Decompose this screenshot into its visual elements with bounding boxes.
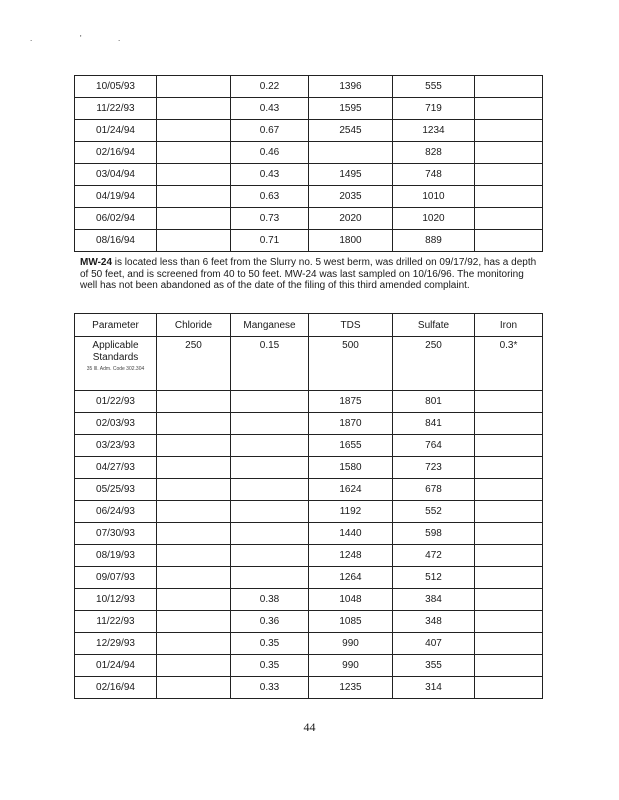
- sample-date: 08/16/94: [75, 230, 157, 252]
- measurement-cell: [157, 391, 231, 413]
- measurement-cell: [157, 633, 231, 655]
- measurement-cell: [475, 164, 543, 186]
- standard-value: 250: [157, 337, 231, 391]
- measurement-cell: 2035: [309, 186, 393, 208]
- standards-label: Applicable Standards: [92, 340, 139, 363]
- sample-date: 11/22/93: [75, 98, 157, 120]
- measurement-cell: 678: [393, 479, 475, 501]
- measurement-cell: 1495: [309, 164, 393, 186]
- measurement-cell: 355: [393, 655, 475, 677]
- measurement-cell: 0.73: [231, 208, 309, 230]
- measurement-cell: 2020: [309, 208, 393, 230]
- measurement-cell: [157, 413, 231, 435]
- measurement-cell: [475, 479, 543, 501]
- measurement-cell: 0.33: [231, 677, 309, 699]
- measurement-cell: 1440: [309, 523, 393, 545]
- measurement-cell: [231, 391, 309, 413]
- sample-date: 03/23/93: [75, 435, 157, 457]
- measurement-cell: [157, 98, 231, 120]
- col-header: Sulfate: [393, 314, 475, 337]
- well-id: MW-24: [80, 257, 113, 268]
- table-row: [75, 142, 543, 164]
- sample-date: 02/16/94: [75, 142, 157, 164]
- measurement-cell: 1264: [309, 567, 393, 589]
- scan-mark: .: [30, 34, 33, 43]
- measurement-cell: [475, 208, 543, 230]
- measurement-cell: 512: [393, 567, 475, 589]
- measurement-cell: [475, 589, 543, 611]
- measurement-cell: [475, 186, 543, 208]
- col-header: TDS: [309, 314, 393, 337]
- measurement-cell: [475, 567, 543, 589]
- measurement-cell: [231, 413, 309, 435]
- sample-date: 09/07/93: [75, 567, 157, 589]
- measurement-cell: 407: [393, 633, 475, 655]
- measurement-cell: 1595: [309, 98, 393, 120]
- sample-date: 07/30/93: [75, 523, 157, 545]
- measurement-cell: [157, 479, 231, 501]
- measurement-cell: 348: [393, 611, 475, 633]
- mw24-sampling-table: [74, 313, 543, 699]
- measurement-cell: 1010: [393, 186, 475, 208]
- measurement-cell: 1234: [393, 120, 475, 142]
- table-row: [75, 457, 543, 479]
- header-row: [75, 314, 543, 337]
- measurement-cell: 841: [393, 413, 475, 435]
- table-row: [75, 523, 543, 545]
- measurement-cell: 384: [393, 589, 475, 611]
- measurement-cell: [157, 501, 231, 523]
- measurement-cell: 0.67: [231, 120, 309, 142]
- sampling-table-continued: [74, 75, 543, 252]
- measurement-cell: [157, 120, 231, 142]
- standard-value: 250: [393, 337, 475, 391]
- measurement-cell: 0.63: [231, 186, 309, 208]
- measurement-cell: 748: [393, 164, 475, 186]
- sample-date: 12/29/93: [75, 633, 157, 655]
- measurement-cell: 314: [393, 677, 475, 699]
- measurement-cell: [475, 633, 543, 655]
- sample-date: 01/24/94: [75, 655, 157, 677]
- standards-label-cell: [75, 337, 157, 391]
- sample-date: 04/19/94: [75, 186, 157, 208]
- measurement-cell: 1192: [309, 501, 393, 523]
- measurement-cell: [475, 611, 543, 633]
- measurement-cell: 0.43: [231, 164, 309, 186]
- measurement-cell: [157, 567, 231, 589]
- measurement-cell: [157, 611, 231, 633]
- col-header: Parameter: [75, 314, 157, 337]
- measurement-cell: 552: [393, 501, 475, 523]
- measurement-cell: 801: [393, 391, 475, 413]
- table-row: [75, 677, 543, 699]
- col-header: Iron: [475, 314, 543, 337]
- measurement-cell: [157, 142, 231, 164]
- table-row: [75, 186, 543, 208]
- measurement-cell: 0.35: [231, 655, 309, 677]
- measurement-cell: [475, 501, 543, 523]
- sample-date: 11/22/93: [75, 611, 157, 633]
- mw24-description: [80, 257, 542, 292]
- measurement-cell: [157, 208, 231, 230]
- measurement-cell: [231, 457, 309, 479]
- measurement-cell: 1235: [309, 677, 393, 699]
- measurement-cell: [231, 479, 309, 501]
- measurement-cell: [231, 435, 309, 457]
- measurement-cell: 764: [393, 435, 475, 457]
- table-row: [75, 391, 543, 413]
- table-row: [75, 164, 543, 186]
- measurement-cell: [231, 501, 309, 523]
- measurement-cell: 990: [309, 633, 393, 655]
- sample-date: 10/05/93: [75, 76, 157, 98]
- sample-date: 10/12/93: [75, 589, 157, 611]
- measurement-cell: [157, 545, 231, 567]
- standards-row: [75, 337, 543, 391]
- table-row: [75, 655, 543, 677]
- table-row: [75, 208, 543, 230]
- measurement-cell: 1248: [309, 545, 393, 567]
- table-row: [75, 633, 543, 655]
- table-row: [75, 76, 543, 98]
- table-row: [75, 479, 543, 501]
- measurement-cell: [157, 457, 231, 479]
- measurement-cell: [475, 523, 543, 545]
- measurement-cell: [475, 677, 543, 699]
- sample-date: 05/25/93: [75, 479, 157, 501]
- measurement-cell: [475, 391, 543, 413]
- sample-date: 03/04/94: [75, 164, 157, 186]
- measurement-cell: 0.22: [231, 76, 309, 98]
- sample-date: 06/24/93: [75, 501, 157, 523]
- measurement-cell: [157, 655, 231, 677]
- measurement-cell: [157, 523, 231, 545]
- measurement-cell: [475, 142, 543, 164]
- description-text: is located less than 6 feet from the Slurry no. 5 west berm, was drilled on 09/17/92, has a depth of 50 feet, and is screened from 40 to 50 feet. MW-24 was last sampled on 10/16/96. The monitoring well has not been abandoned as of the date of the filing of this third amended complaint.: [80, 257, 537, 291]
- measurement-cell: 1085: [309, 611, 393, 633]
- measurement-cell: [475, 413, 543, 435]
- measurement-cell: 0.36: [231, 611, 309, 633]
- sample-date: 01/22/93: [75, 391, 157, 413]
- col-header: Chloride: [157, 314, 231, 337]
- measurement-cell: [475, 230, 543, 252]
- measurement-cell: [475, 545, 543, 567]
- standard-value: 0.15: [231, 337, 309, 391]
- scan-mark: ': [80, 34, 82, 43]
- standard-value: 500: [309, 337, 393, 391]
- measurement-cell: [475, 435, 543, 457]
- measurement-cell: [157, 230, 231, 252]
- measurement-cell: [157, 186, 231, 208]
- table-row: [75, 567, 543, 589]
- measurement-cell: 1800: [309, 230, 393, 252]
- measurement-cell: [475, 76, 543, 98]
- measurement-cell: [157, 677, 231, 699]
- scan-mark: .: [118, 34, 121, 43]
- measurement-cell: [157, 589, 231, 611]
- measurement-cell: 719: [393, 98, 475, 120]
- measurement-cell: [231, 567, 309, 589]
- table-row: [75, 611, 543, 633]
- sample-date: 08/19/93: [75, 545, 157, 567]
- table-row: [75, 413, 543, 435]
- table-row: [75, 435, 543, 457]
- standards-citation: 35 Ill. Adm. Code 302.304: [86, 366, 145, 372]
- sample-date: 01/24/94: [75, 120, 157, 142]
- table-row: [75, 98, 543, 120]
- measurement-cell: [475, 655, 543, 677]
- table-row: [75, 120, 543, 142]
- measurement-cell: 1655: [309, 435, 393, 457]
- standard-value: 0.3*: [475, 337, 543, 391]
- measurement-cell: [157, 164, 231, 186]
- measurement-cell: 889: [393, 230, 475, 252]
- measurement-cell: [475, 457, 543, 479]
- measurement-cell: 0.35: [231, 633, 309, 655]
- measurement-cell: [309, 142, 393, 164]
- measurement-cell: [475, 120, 543, 142]
- measurement-cell: 1875: [309, 391, 393, 413]
- measurement-cell: 1624: [309, 479, 393, 501]
- measurement-cell: 1580: [309, 457, 393, 479]
- measurement-cell: 472: [393, 545, 475, 567]
- measurement-cell: 0.43: [231, 98, 309, 120]
- table-row: [75, 230, 543, 252]
- sample-date: 02/16/94: [75, 677, 157, 699]
- sample-date: 04/27/93: [75, 457, 157, 479]
- sample-date: 02/03/93: [75, 413, 157, 435]
- measurement-cell: [231, 545, 309, 567]
- measurement-cell: 0.38: [231, 589, 309, 611]
- table-row: [75, 589, 543, 611]
- col-header: Manganese: [231, 314, 309, 337]
- measurement-cell: 1870: [309, 413, 393, 435]
- measurement-cell: 555: [393, 76, 475, 98]
- page-number: 44: [303, 720, 316, 734]
- table-row: [75, 545, 543, 567]
- measurement-cell: 2545: [309, 120, 393, 142]
- measurement-cell: 828: [393, 142, 475, 164]
- measurement-cell: [231, 523, 309, 545]
- measurement-cell: 598: [393, 523, 475, 545]
- measurement-cell: 990: [309, 655, 393, 677]
- measurement-cell: 1020: [393, 208, 475, 230]
- measurement-cell: 1396: [309, 76, 393, 98]
- table-row: [75, 501, 543, 523]
- measurement-cell: 0.71: [231, 230, 309, 252]
- sample-date: 06/02/94: [75, 208, 157, 230]
- measurement-cell: 723: [393, 457, 475, 479]
- measurement-cell: [475, 98, 543, 120]
- measurement-cell: [157, 435, 231, 457]
- measurement-cell: 0.46: [231, 142, 309, 164]
- measurement-cell: [157, 76, 231, 98]
- measurement-cell: 1048: [309, 589, 393, 611]
